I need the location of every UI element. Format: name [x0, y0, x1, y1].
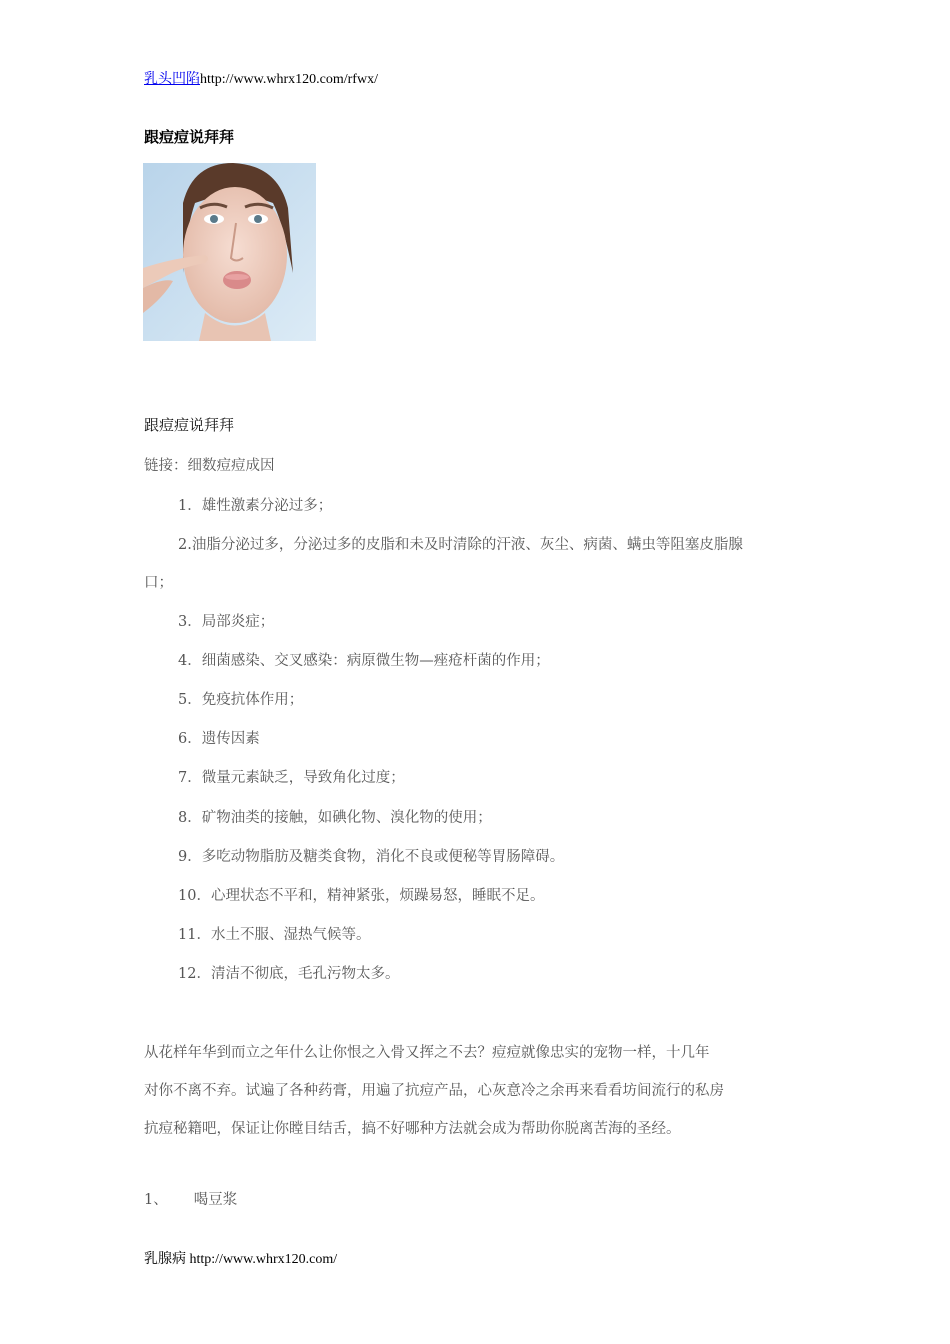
- section-number: 1、: [144, 1192, 168, 1208]
- article-subtitle: 跟痘痘说拜拜: [144, 416, 235, 434]
- cause-item: 11．水土不服、湿热气候等。: [178, 927, 371, 943]
- cause-item: 4．细菌感染、交叉感染：病原微生物—痤疮杆菌的作用；: [178, 653, 550, 669]
- cause-item: 2.油脂分泌过多，分泌过多的皮脂和未及时清除的汗液、灰尘、病菌、螨虫等阻塞皮脂腺: [178, 537, 743, 553]
- cause-item: 12．清洁不彻底，毛孔污物太多。: [178, 966, 400, 982]
- paragraph-line: 对你不离不弃。试遍了各种药膏，用遍了抗痘产品，心灰意冷之余再来看看坊间流行的私房: [144, 1083, 724, 1099]
- cause-item: 8．矿物油类的接触，如碘化物、溴化物的使用；: [178, 810, 492, 826]
- footer-url: http://www.whrx120.com/: [189, 1252, 338, 1267]
- cause-item: 1．雄性激素分泌过多；: [178, 498, 333, 514]
- page-footer: [144, 1248, 337, 1268]
- paragraph-line: 抗痘秘籍吧，保证让你瞠目结舌，搞不好哪种方法就会成为帮助你脱离苦海的圣经。: [144, 1121, 681, 1137]
- cause-item: 5．免疫抗体作用；: [178, 692, 304, 708]
- cause-item-continued: 口；: [144, 575, 173, 591]
- cause-item: 10．心理状态不平和，精神紧张，烦躁易怒，睡眠不足。: [178, 888, 545, 904]
- cause-item: 6．遗传因素: [178, 731, 260, 747]
- section-title: 喝豆浆: [193, 1192, 238, 1208]
- article-title: 跟痘痘说拜拜: [144, 128, 235, 146]
- cause-item: 3．局部炎症；: [178, 614, 275, 630]
- woman-face-photo: [143, 163, 316, 341]
- footer-label: 乳腺病: [144, 1252, 186, 1267]
- header-link[interactable]: 乳头凹陷: [144, 72, 200, 87]
- cause-item: 7．微量元素缺乏，导致角化过度；: [178, 770, 405, 786]
- cause-item: 9．多吃动物脂肪及糖类食物，消化不良或便秘等胃肠障碍。: [178, 849, 565, 865]
- section-heading: [144, 1188, 237, 1209]
- link-line: 链接：细数痘痘成因: [144, 458, 275, 474]
- page-header: [144, 68, 378, 88]
- paragraph-line: 从花样年华到而立之年什么让你恨之入骨又挥之不去？痘痘就像忠实的宠物一样，十几年: [144, 1045, 710, 1061]
- header-url: http://www.whrx120.com/rfwx/: [200, 72, 378, 87]
